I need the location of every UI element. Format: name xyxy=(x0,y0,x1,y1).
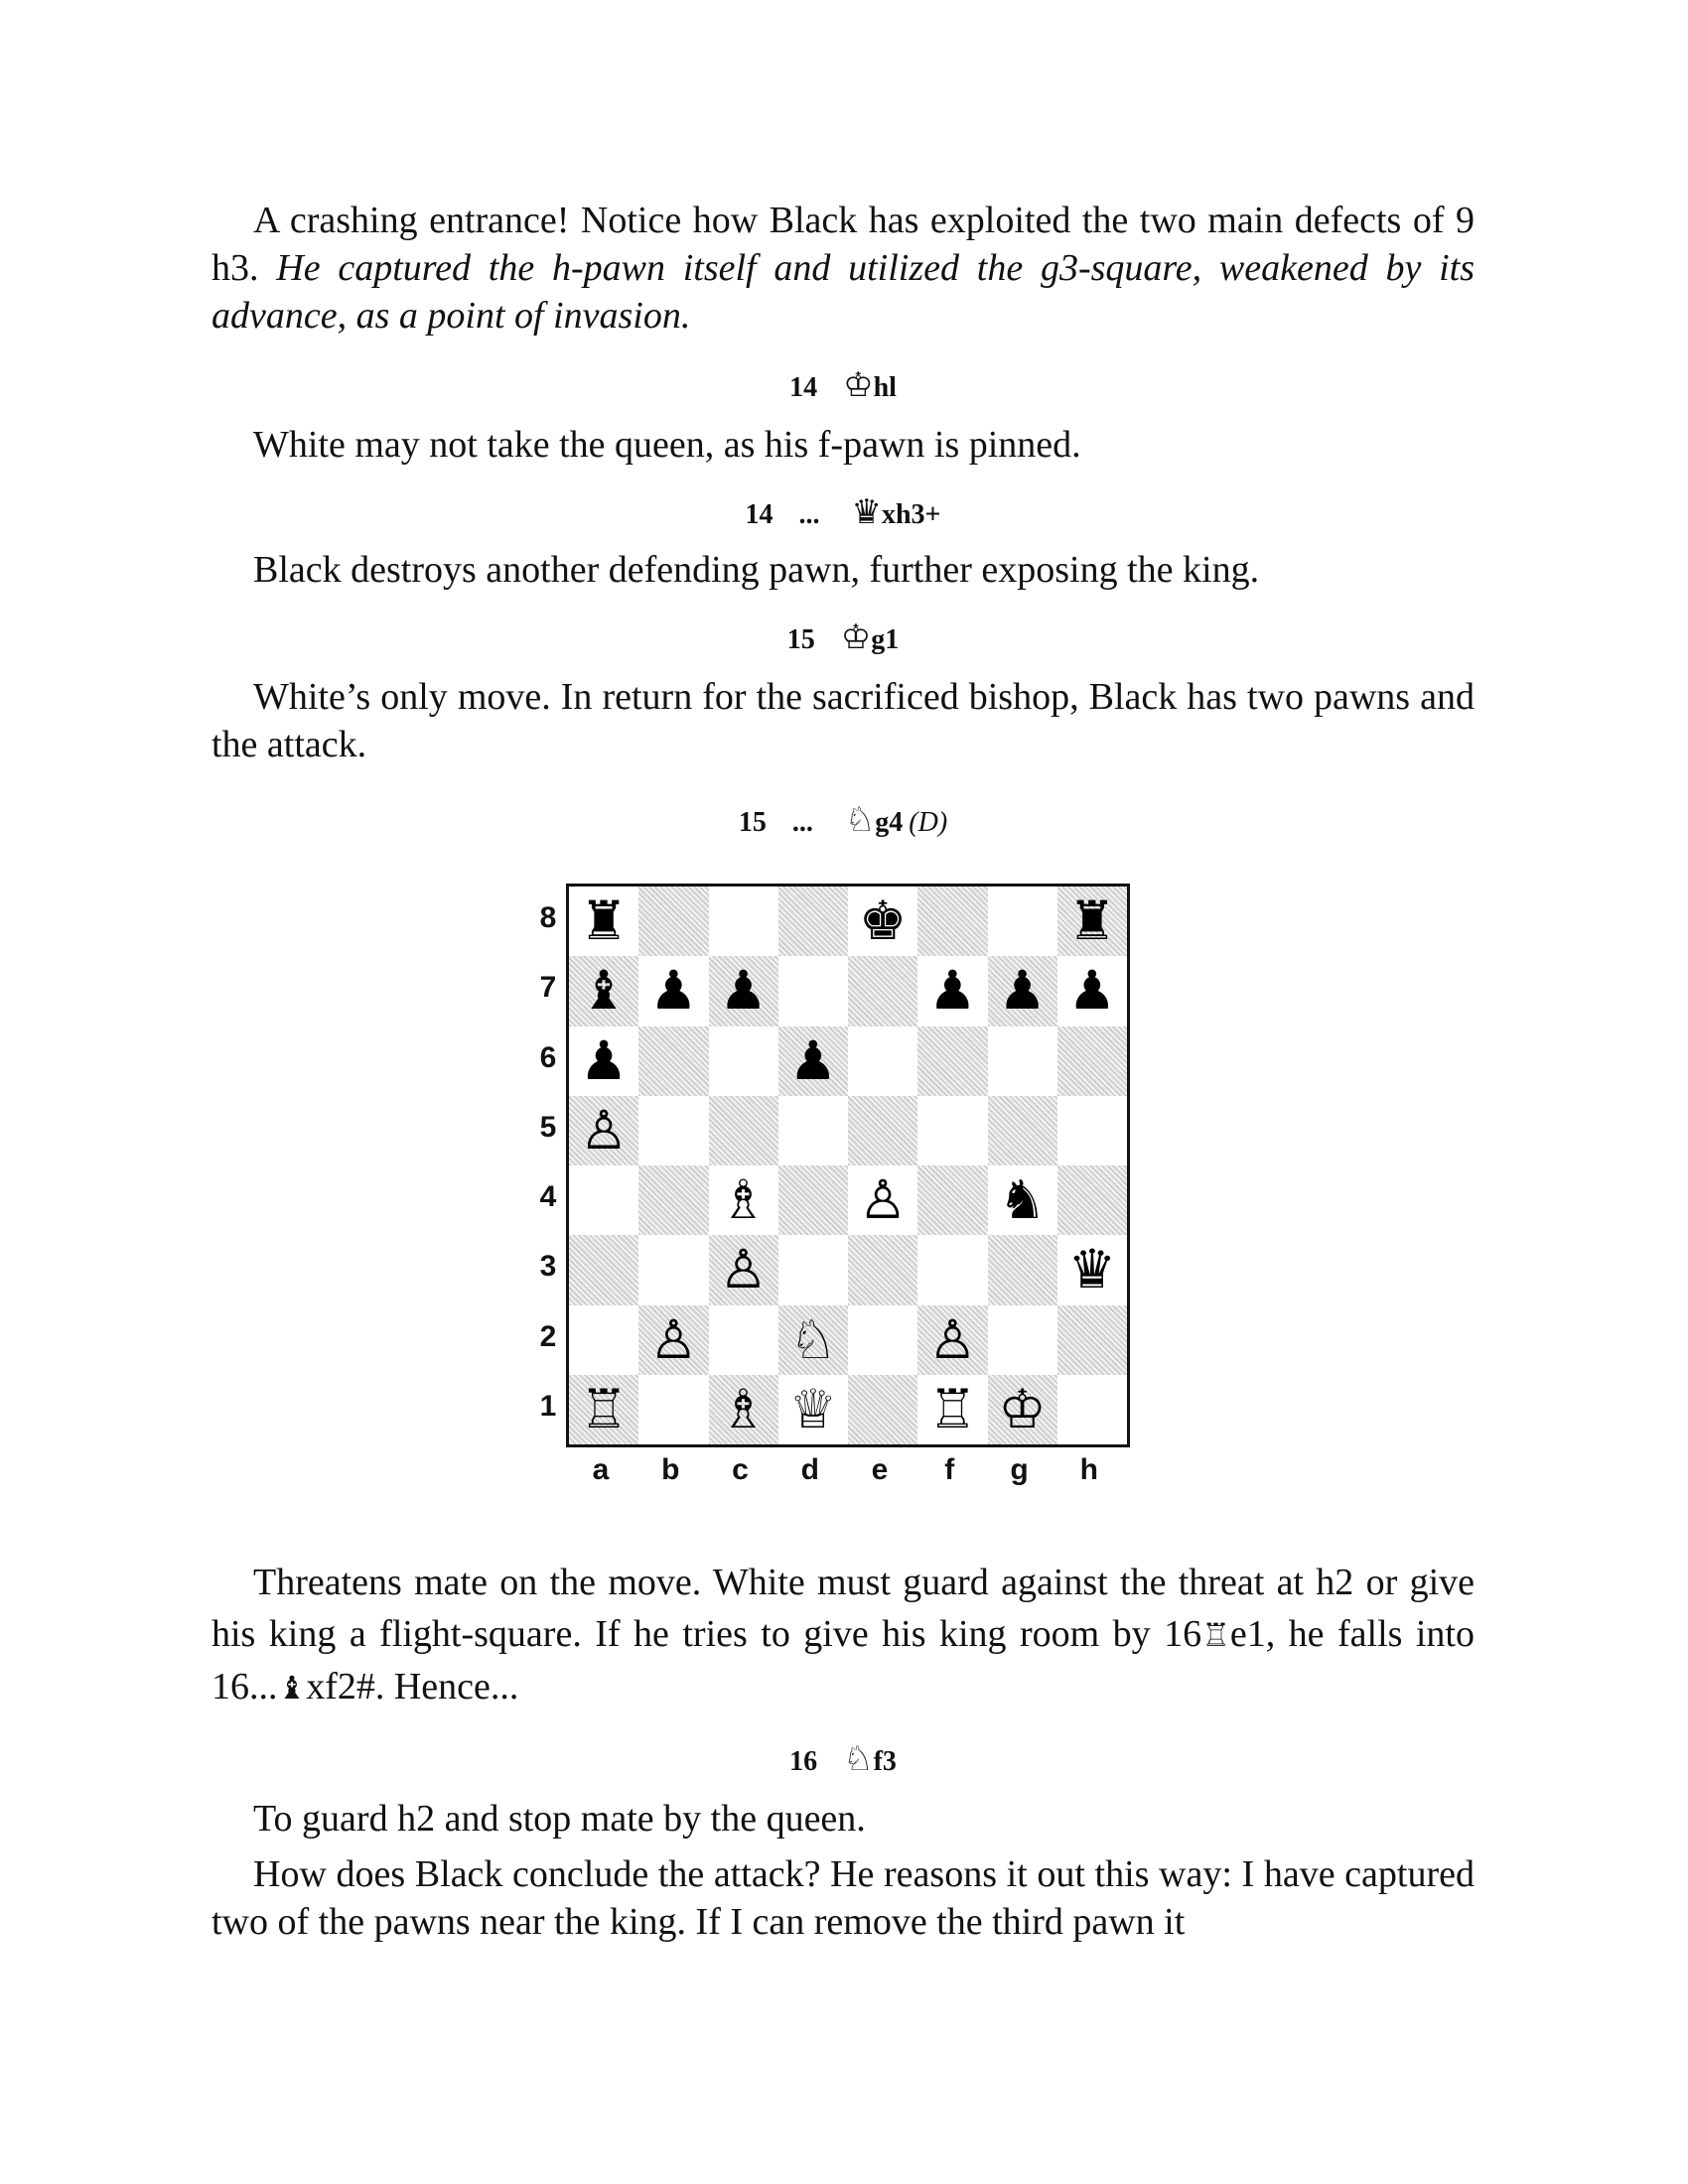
white-knight-icon: ♘ xyxy=(788,1307,838,1371)
square-a3 xyxy=(569,1235,638,1304)
rank-label: 6 xyxy=(539,1040,557,1074)
move-text: g4 xyxy=(875,807,904,838)
move-14-white xyxy=(211,365,1475,408)
rank-label: 2 xyxy=(539,1319,557,1353)
move-number: 16 xyxy=(789,1746,818,1777)
square-d6 xyxy=(778,1026,848,1096)
king-icon: ♔ xyxy=(840,617,872,657)
p5-text-c: xf2#. Hence... xyxy=(306,1666,519,1707)
move-15-black xyxy=(211,800,1475,843)
white-bishop-icon: ♗ xyxy=(719,1168,768,1232)
square-d8 xyxy=(778,887,848,956)
square-b1 xyxy=(638,1375,708,1444)
move-dots: ... xyxy=(798,499,820,530)
square-g4 xyxy=(988,1165,1057,1235)
file-label: h xyxy=(1079,1453,1098,1486)
rank-label: 8 xyxy=(539,901,557,934)
file-label: g xyxy=(1010,1453,1029,1486)
file-label: b xyxy=(661,1453,680,1486)
black-king-icon: ♚ xyxy=(858,889,908,953)
move-number: 15 xyxy=(786,624,815,655)
square-f6 xyxy=(917,1026,987,1096)
chess-diagram xyxy=(536,884,1132,1499)
rank-label: 7 xyxy=(539,971,557,1005)
square-a6 xyxy=(569,1026,638,1096)
file-label: f xyxy=(944,1453,955,1486)
paragraph-2 xyxy=(211,421,1475,469)
move-15-white xyxy=(211,617,1475,660)
square-c1 xyxy=(709,1375,778,1444)
paragraph-6 xyxy=(211,1795,1475,1843)
p1-text-b: He captured the h-pawn itself and utilized the g3-square, weakened by its advance, as a point of invasion. xyxy=(211,247,1475,337)
black-queen-icon: ♛ xyxy=(1067,1238,1117,1301)
square-a8 xyxy=(569,887,638,956)
p5-text-a: Threatens mate on the move. White must guard against the threat at h2 or give his king a flight-square. If he tries to give his king room by 16 xyxy=(211,1562,1475,1655)
square-b7 xyxy=(638,956,708,1025)
white-pawn-icon: ♙ xyxy=(649,1307,698,1371)
file-label: d xyxy=(800,1453,819,1486)
square-b4 xyxy=(638,1165,708,1235)
file-label: a xyxy=(592,1453,610,1486)
move-14-black xyxy=(211,492,1475,535)
square-h8 xyxy=(1057,887,1127,956)
move-number: 14 xyxy=(745,499,774,530)
square-e1 xyxy=(848,1375,917,1444)
square-e6 xyxy=(848,1026,917,1096)
square-c7 xyxy=(709,956,778,1025)
black-pawn-icon: ♟ xyxy=(1067,959,1117,1023)
rank-label: 4 xyxy=(539,1180,557,1213)
square-b3 xyxy=(638,1235,708,1304)
square-e5 xyxy=(848,1096,917,1165)
square-h2 xyxy=(1057,1305,1127,1375)
move-text: xh3+ xyxy=(881,499,941,530)
square-e4 xyxy=(848,1165,917,1235)
square-d1 xyxy=(778,1375,848,1444)
square-b5 xyxy=(638,1096,708,1165)
black-pawn-icon: ♟ xyxy=(788,1028,838,1092)
black-pawn-icon: ♟ xyxy=(579,1028,629,1092)
square-a7 xyxy=(569,956,638,1025)
square-d4 xyxy=(778,1165,848,1235)
bishop-icon: ♝ xyxy=(277,1669,307,1706)
p4-text: White’s only move. In return for the sacrificed bishop, Black has two pawns and the attack. xyxy=(211,676,1475,765)
square-c2 xyxy=(709,1305,778,1375)
file-label: e xyxy=(871,1453,889,1486)
move-dots: ... xyxy=(791,807,813,838)
rank-label: 1 xyxy=(539,1389,557,1423)
paragraph-1 xyxy=(211,197,1475,340)
diagram-note: (D) xyxy=(909,807,948,838)
file-label: c xyxy=(732,1453,749,1486)
square-h5 xyxy=(1057,1096,1127,1165)
square-g3 xyxy=(988,1235,1057,1304)
square-g6 xyxy=(988,1026,1057,1096)
square-d5 xyxy=(778,1096,848,1165)
rank-label: 3 xyxy=(539,1250,557,1284)
square-f2 xyxy=(917,1305,987,1375)
square-d2 xyxy=(778,1305,848,1375)
knight-icon: ♘ xyxy=(843,1739,874,1779)
move-number: 15 xyxy=(738,807,767,838)
rank-label: 5 xyxy=(539,1110,557,1144)
square-f4 xyxy=(917,1165,987,1235)
square-h7 xyxy=(1057,956,1127,1025)
square-c8 xyxy=(709,887,778,956)
black-pawn-icon: ♟ xyxy=(928,959,977,1023)
square-d3 xyxy=(778,1235,848,1304)
square-e7 xyxy=(848,956,917,1025)
p3-text: Black destroys another defending pawn, further exposing the king. xyxy=(253,549,1260,591)
black-bishop-icon: ♝ xyxy=(579,959,629,1023)
square-d7 xyxy=(778,956,848,1025)
square-g5 xyxy=(988,1096,1057,1165)
square-a5 xyxy=(569,1096,638,1165)
square-c3 xyxy=(709,1235,778,1304)
white-queen-icon: ♕ xyxy=(788,1377,838,1440)
square-f3 xyxy=(917,1235,987,1304)
square-b6 xyxy=(638,1026,708,1096)
square-h6 xyxy=(1057,1026,1127,1096)
square-f8 xyxy=(917,887,987,956)
black-knight-icon: ♞ xyxy=(998,1168,1047,1232)
white-pawn-icon: ♙ xyxy=(719,1238,768,1301)
rook-icon: ♖ xyxy=(1201,1616,1230,1654)
square-f7 xyxy=(917,956,987,1025)
white-bishop-icon: ♗ xyxy=(719,1377,768,1440)
p2-text: White may not take the queen, as his f-pawn is pinned. xyxy=(253,424,1081,466)
move-text: hl xyxy=(873,372,897,403)
paragraph-4 xyxy=(211,673,1475,768)
white-rook-icon: ♖ xyxy=(928,1377,977,1440)
move-number: 14 xyxy=(789,372,818,403)
square-g2 xyxy=(988,1305,1057,1375)
white-pawn-icon: ♙ xyxy=(858,1168,908,1232)
square-h1 xyxy=(1057,1375,1127,1444)
move-text: g1 xyxy=(871,624,900,655)
white-king-icon: ♔ xyxy=(998,1377,1047,1440)
move-16-white xyxy=(211,1739,1475,1782)
black-rook-icon: ♜ xyxy=(579,889,629,953)
white-pawn-icon: ♙ xyxy=(579,1098,629,1161)
p5-text-b: e1, he falls into 16... xyxy=(211,1613,1475,1707)
paragraph-3 xyxy=(211,546,1475,594)
square-c5 xyxy=(709,1096,778,1165)
queen-icon: ♛ xyxy=(851,492,882,532)
square-g1 xyxy=(988,1375,1057,1444)
square-h3 xyxy=(1057,1235,1127,1304)
square-f1 xyxy=(917,1375,987,1444)
square-a2 xyxy=(569,1305,638,1375)
black-pawn-icon: ♟ xyxy=(998,959,1047,1023)
knight-icon: ♘ xyxy=(844,800,876,840)
white-pawn-icon: ♙ xyxy=(928,1307,977,1371)
square-c6 xyxy=(709,1026,778,1096)
p1-text-a: A crashing entrance! Notice how Black has exploited the two main defects of 9 h3. xyxy=(211,200,1475,289)
square-h4 xyxy=(1057,1165,1127,1235)
square-b2 xyxy=(638,1305,708,1375)
move-text: f3 xyxy=(873,1746,897,1777)
square-e8 xyxy=(848,887,917,956)
p6-text: To guard h2 and stop mate by the queen. xyxy=(253,1798,866,1840)
square-c4 xyxy=(709,1165,778,1235)
black-pawn-icon: ♟ xyxy=(719,959,768,1023)
paragraph-5 xyxy=(211,1557,1475,1713)
square-g8 xyxy=(988,887,1057,956)
black-rook-icon: ♜ xyxy=(1067,889,1117,953)
black-pawn-icon: ♟ xyxy=(649,959,698,1023)
square-e3 xyxy=(848,1235,917,1304)
king-icon: ♔ xyxy=(843,365,874,405)
paragraph-7 xyxy=(211,1850,1475,1946)
chess-board xyxy=(566,884,1130,1447)
square-a4 xyxy=(569,1165,638,1235)
square-b8 xyxy=(638,887,708,956)
p7-text: How does Black conclude the attack? He reasons it out this way: I have captured two of the pawns near the king. If I can remove the third pawn it xyxy=(211,1853,1475,1943)
square-a1 xyxy=(569,1375,638,1444)
square-f5 xyxy=(917,1096,987,1165)
white-rook-icon: ♖ xyxy=(579,1377,629,1440)
square-e2 xyxy=(848,1305,917,1375)
square-g7 xyxy=(988,956,1057,1025)
